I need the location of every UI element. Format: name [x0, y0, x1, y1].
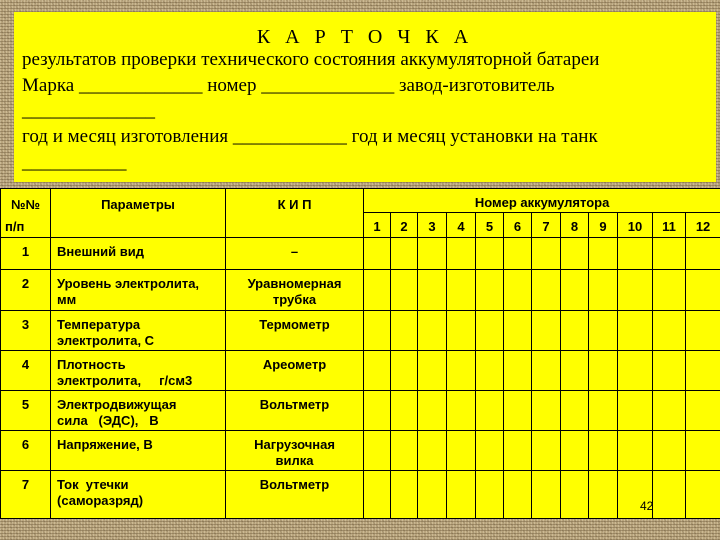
battery-number-7: 7 — [532, 213, 561, 238]
kip-cell — [226, 391, 364, 431]
parameter-line: Ток утечки — [57, 477, 129, 492]
kip-cell — [226, 311, 364, 351]
battery-value-cell-4[interactable] — [447, 391, 476, 431]
parameter-line: Внешний вид — [57, 244, 144, 259]
battery-value-cell-5[interactable] — [476, 351, 504, 391]
battery-value-cell-10[interactable] — [618, 270, 653, 311]
battery-value-cell-1[interactable] — [364, 471, 391, 519]
measurements-table — [0, 188, 720, 519]
header-line-brand: Марка _____________ номер ______________ завод-изготовитель — [22, 75, 555, 96]
battery-value-cell-6[interactable] — [504, 270, 532, 311]
parameter-line: Температура — [57, 317, 141, 332]
battery-value-cell-8[interactable] — [561, 311, 589, 351]
header-number-sub: п/п — [1, 213, 51, 238]
row-number: 4 — [1, 351, 51, 391]
table-row — [1, 270, 720, 311]
kip-cell — [226, 431, 364, 471]
parameter-line: Плотность — [57, 357, 126, 372]
battery-value-cell-9[interactable] — [589, 270, 618, 311]
battery-value-cell-4[interactable] — [447, 238, 476, 270]
battery-number-2: 2 — [391, 213, 418, 238]
kip-line: Нагрузочная — [254, 437, 335, 452]
parameter-line: Напряжение, В — [57, 437, 153, 452]
battery-value-cell-11[interactable] — [653, 311, 686, 351]
battery-value-cell-2[interactable] — [391, 471, 418, 519]
battery-value-cell-11[interactable] — [653, 471, 686, 519]
battery-value-cell-10[interactable] — [618, 238, 653, 270]
battery-value-cell-3[interactable] — [418, 391, 447, 431]
battery-value-cell-9[interactable] — [589, 471, 618, 519]
card-title: К А Р Т О Ч К А — [256, 26, 474, 48]
battery-value-cell-12[interactable] — [686, 351, 720, 391]
battery-value-cell-12[interactable] — [686, 391, 720, 431]
battery-value-cell-1[interactable] — [364, 431, 391, 471]
header-line-manufacturer-blank: ______________ — [22, 100, 155, 121]
battery-value-cell-7[interactable] — [532, 391, 561, 431]
kip-line: Вольтметр — [259, 477, 330, 492]
battery-value-cell-8[interactable] — [561, 431, 589, 471]
battery-value-cell-3[interactable] — [418, 471, 447, 519]
battery-value-cell-1[interactable] — [364, 391, 391, 431]
battery-value-cell-9[interactable] — [589, 351, 618, 391]
battery-value-cell-5[interactable] — [476, 311, 504, 351]
parameter-cell — [51, 238, 226, 270]
page-number: 42 — [640, 499, 654, 513]
battery-value-cell-12[interactable] — [686, 471, 720, 519]
battery-value-cell-6[interactable] — [504, 391, 532, 431]
battery-value-cell-2[interactable] — [391, 391, 418, 431]
battery-value-cell-2[interactable] — [391, 311, 418, 351]
battery-value-cell-2[interactable] — [391, 431, 418, 471]
header-parameters: Параметры — [51, 189, 226, 238]
battery-value-cell-12[interactable] — [686, 270, 720, 311]
battery-value-cell-8[interactable] — [561, 270, 589, 311]
battery-value-cell-11[interactable] — [653, 391, 686, 431]
parameter-line: электролита, С — [57, 333, 155, 348]
header-line-install-blank: ___________ — [22, 152, 127, 173]
row-number: 6 — [1, 431, 51, 471]
row-number: 2 — [1, 270, 51, 311]
parameter-cell — [51, 471, 226, 519]
battery-number-6: 6 — [504, 213, 532, 238]
battery-value-cell-5[interactable] — [476, 391, 504, 431]
battery-value-cell-10[interactable] — [618, 311, 653, 351]
row-number: 3 — [1, 311, 51, 351]
battery-value-cell-4[interactable] — [447, 270, 476, 311]
table-row — [1, 238, 720, 270]
battery-value-cell-5[interactable] — [476, 471, 504, 519]
table-row — [1, 471, 720, 519]
parameter-cell — [51, 311, 226, 351]
parameter-cell — [51, 270, 226, 311]
battery-value-cell-11[interactable] — [653, 238, 686, 270]
card-header — [14, 12, 716, 182]
battery-value-cell-2[interactable] — [391, 351, 418, 391]
parameter-line: мм — [57, 292, 77, 307]
battery-value-cell-8[interactable] — [561, 391, 589, 431]
table-row — [1, 351, 720, 391]
table-row — [1, 431, 720, 471]
table-row — [1, 391, 720, 431]
battery-value-cell-1[interactable] — [364, 351, 391, 391]
parameter-cell — [51, 431, 226, 471]
battery-number-3: 3 — [418, 213, 447, 238]
battery-value-cell-3[interactable] — [418, 431, 447, 471]
battery-number-5: 5 — [476, 213, 504, 238]
battery-value-cell-6[interactable] — [504, 311, 532, 351]
battery-value-cell-10[interactable] — [618, 351, 653, 391]
battery-value-cell-6[interactable] — [504, 351, 532, 391]
parameter-cell — [51, 391, 226, 431]
header-line-dates: год и месяц изготовления ____________ год и месяц установки на танк — [22, 126, 598, 147]
battery-value-cell-7[interactable] — [532, 351, 561, 391]
battery-value-cell-9[interactable] — [589, 311, 618, 351]
battery-number-10: 10 — [618, 213, 653, 238]
battery-value-cell-3[interactable] — [418, 351, 447, 391]
kip-cell — [226, 270, 364, 311]
battery-value-cell-3[interactable] — [418, 270, 447, 311]
parameter-line: (саморазряд) — [57, 493, 144, 508]
battery-value-cell-4[interactable] — [447, 471, 476, 519]
battery-value-cell-6[interactable] — [504, 238, 532, 270]
kip-line: трубка — [272, 292, 317, 307]
battery-value-cell-11[interactable] — [653, 351, 686, 391]
battery-value-cell-6[interactable] — [504, 431, 532, 471]
battery-value-cell-5[interactable] — [476, 431, 504, 471]
battery-value-cell-7[interactable] — [532, 238, 561, 270]
battery-value-cell-9[interactable] — [589, 391, 618, 431]
battery-value-cell-5[interactable] — [476, 238, 504, 270]
parameter-line: сила (ЭДС), В — [57, 413, 159, 428]
battery-value-cell-4[interactable] — [447, 431, 476, 471]
header-line-purpose: результатов проверки технического состояния аккумуляторной батареи — [22, 49, 600, 70]
battery-value-cell-9[interactable] — [589, 238, 618, 270]
battery-value-cell-2[interactable] — [391, 270, 418, 311]
battery-value-cell-6[interactable] — [504, 471, 532, 519]
battery-value-cell-1[interactable] — [364, 238, 391, 270]
battery-number-12: 12 — [686, 213, 720, 238]
battery-value-cell-8[interactable] — [561, 351, 589, 391]
header-battery-number: Номер аккумулятора — [364, 189, 720, 213]
measurements-table-wrap — [0, 188, 720, 518]
battery-value-cell-12[interactable] — [686, 431, 720, 471]
header-kip: К И П — [226, 189, 364, 238]
battery-value-cell-11[interactable] — [653, 431, 686, 471]
kip-line: – — [290, 244, 299, 259]
battery-value-cell-10[interactable] — [618, 431, 653, 471]
row-number: 5 — [1, 391, 51, 431]
table-row — [1, 311, 720, 351]
battery-value-cell-1[interactable] — [364, 311, 391, 351]
battery-number-9: 9 — [589, 213, 618, 238]
row-number: 1 — [1, 238, 51, 270]
kip-line: Ареометр — [262, 357, 327, 372]
battery-number-1: 1 — [364, 213, 391, 238]
battery-value-cell-1[interactable] — [364, 270, 391, 311]
battery-value-cell-4[interactable] — [447, 311, 476, 351]
row-number: 7 — [1, 471, 51, 519]
parameter-cell — [51, 351, 226, 391]
kip-cell — [226, 238, 364, 270]
battery-number-8: 8 — [561, 213, 589, 238]
parameter-line: Уровень электролита, — [57, 276, 200, 291]
battery-value-cell-12[interactable] — [686, 311, 720, 351]
parameter-line: электролита, г/см3 — [57, 373, 193, 388]
kip-cell — [226, 351, 364, 391]
kip-line: Вольтметр — [259, 397, 330, 412]
battery-value-cell-8[interactable] — [561, 238, 589, 270]
battery-value-cell-2[interactable] — [391, 238, 418, 270]
battery-value-cell-10[interactable] — [618, 391, 653, 431]
battery-value-cell-3[interactable] — [418, 238, 447, 270]
battery-value-cell-11[interactable] — [653, 270, 686, 311]
battery-value-cell-9[interactable] — [589, 431, 618, 471]
battery-number-4: 4 — [447, 213, 476, 238]
battery-number-11: 11 — [653, 213, 686, 238]
kip-line: Термометр — [259, 317, 330, 332]
battery-value-cell-4[interactable] — [447, 351, 476, 391]
battery-value-cell-7[interactable] — [532, 270, 561, 311]
battery-value-cell-7[interactable] — [532, 471, 561, 519]
battery-value-cell-12[interactable] — [686, 238, 720, 270]
kip-cell — [226, 471, 364, 519]
battery-value-cell-8[interactable] — [561, 471, 589, 519]
battery-value-cell-5[interactable] — [476, 270, 504, 311]
parameter-line: Электродвижущая — [57, 397, 177, 412]
kip-line: Уравномерная — [247, 276, 342, 291]
header-number: №№ — [1, 189, 51, 213]
battery-value-cell-7[interactable] — [532, 311, 561, 351]
kip-line: вилка — [275, 453, 314, 468]
battery-value-cell-3[interactable] — [418, 311, 447, 351]
battery-value-cell-7[interactable] — [532, 431, 561, 471]
